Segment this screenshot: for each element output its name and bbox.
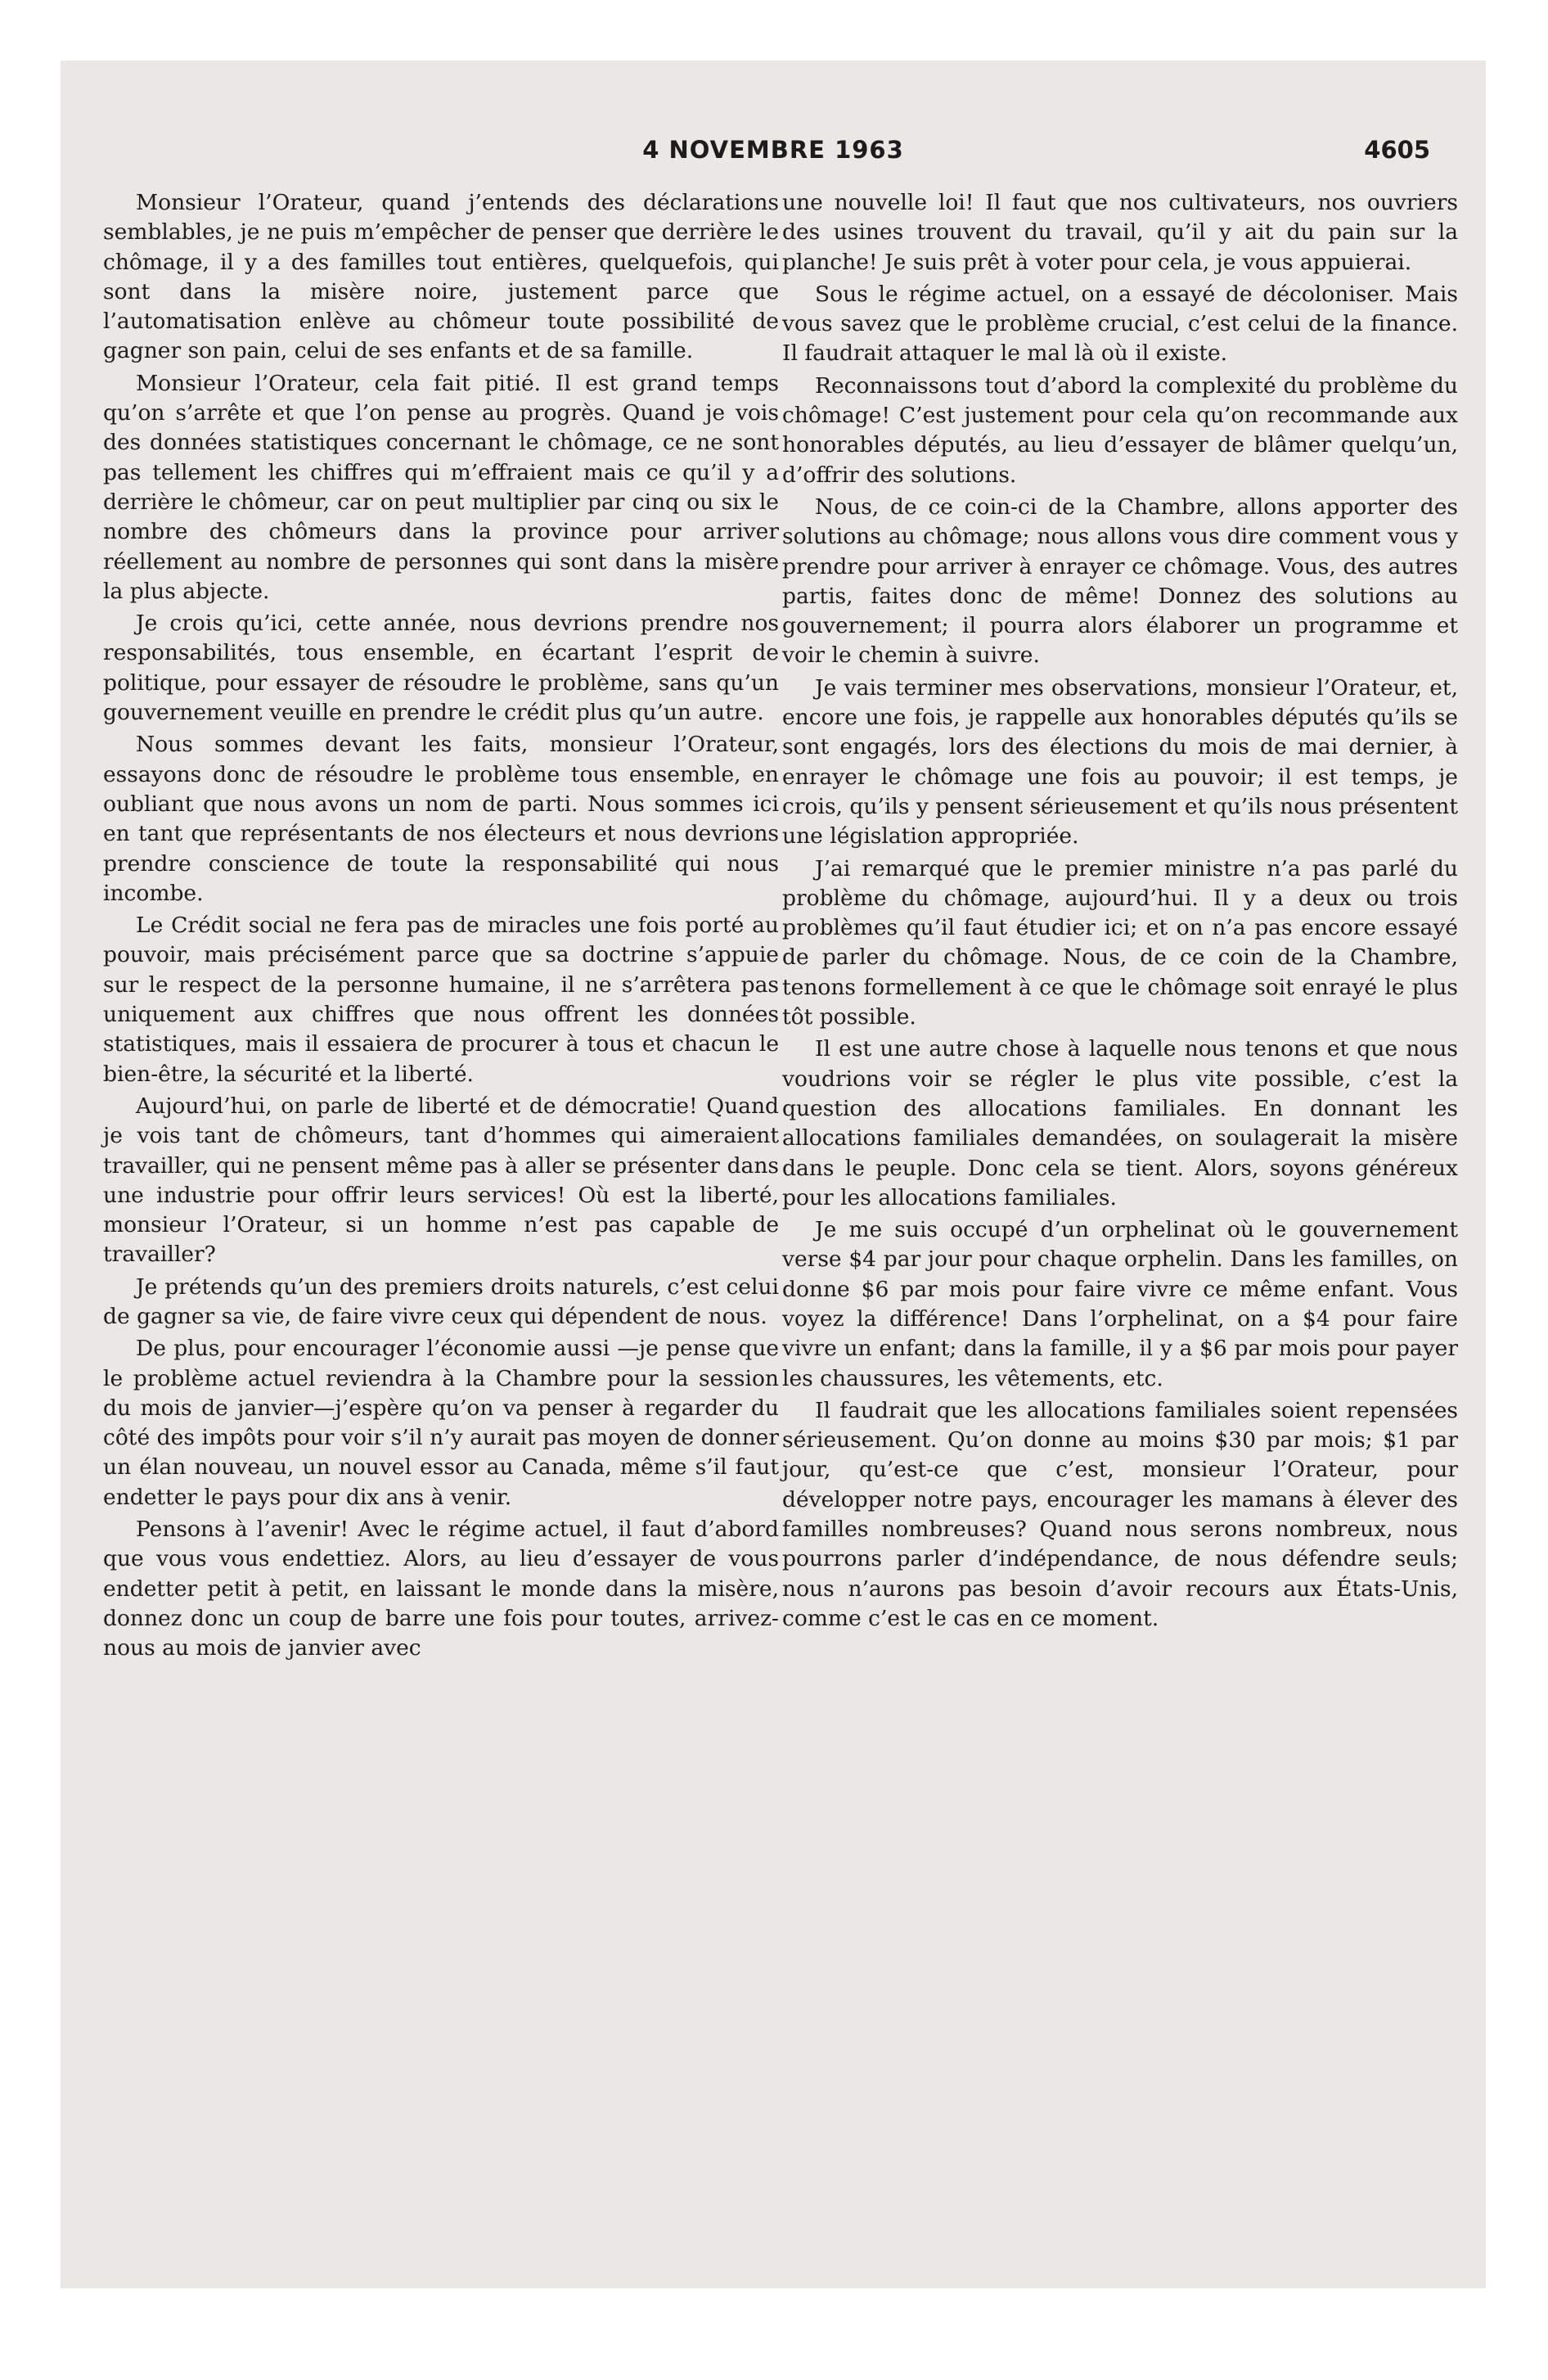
- paragraph: Monsieur l’Orateur, quand j’entends des déclarations semblables, je ne puis m’empêcher de penser que derrière le chômage, il y a des familles tout entières, quelquefois, qui sont dans la misère noire, justement parce que l’automatisation enlève au chômeur toute possibilité de gagner son pain, celui de ses enfants et de sa famille.: [103, 190, 779, 364]
- paragraph: Il est une autre chose à laquelle nous tenons et que nous voudrions voir se régler le plus vite possible, c’est la question des allocations familiales. En donnant les allocations familiales demandées, on soulagerait la misère dans le peuple. Donc cela se tient. Alors, soyons généreux pour les allocations familiales.: [782, 1036, 1458, 1210]
- right-column: [782, 188, 1458, 1636]
- paragraph: Je crois qu’ici, cette année, nous devrions prendre nos responsabilités, tous ensemble, en écartant l’esprit de politique, pour essayer de résoudre le problème, sans qu’un gouvernement veuille en prendre le crédit plus qu’un autre.: [103, 611, 779, 726]
- paragraph: Je prétends qu’un des premiers droits naturels, c’est celui de gagner sa vie, de faire vivre ceux qui dépendent de nous.: [103, 1273, 779, 1329]
- paragraph: Nous sommes devant les faits, monsieur l’Orateur, essayons donc de résoudre le problème tous ensemble, en oubliant que nous avons un nom de parti. Nous sommes ici en tant que représentants de nos électeurs et nous devrions prendre conscience de toute la responsabilité qui nous incombe.: [103, 732, 779, 906]
- page-number: 4605: [1364, 136, 1430, 164]
- paragraph: J’ai remarqué que le premier ministre n’a pas parlé du problème du chômage, aujourd’hui. Il y a deux ou trois problèmes qu’il faut étudier ici; et on n’a pas encore essayé de parler du chômage. Nous, de ce coin de la Chambre, tenons formellement à ce que le chômage soit enrayé le plus tôt possible.: [782, 855, 1458, 1030]
- left-column: [103, 188, 779, 1666]
- paragraph: Sous le régime actuel, on a essayé de décoloniser. Mais vous savez que le problème crucial, c’est celui de la finance. Il faudrait attaquer le mal là où il existe.: [782, 281, 1458, 367]
- paragraph: Pensons à l’avenir! Avec le régime actuel, il faut d’abord que vous vous endettiez. Alors, au lieu d’essayer de vous endetter petit à petit, en laissant le monde dans la misère, donnez donc un coup de barre une fois pour toutes, arrivez-nous au mois de janvier avec: [103, 1517, 779, 1661]
- paragraph: Nous, de ce coin-ci de la Chambre, allons apporter des solutions au chômage; nous allons vous dire comment vous y prendre pour arriver à enrayer ce chômage. Vous, des autres partis, faites donc de même! Donnez des solutions au gouvernement; il pourra alors élaborer un programme et voir le chemin à suivre.: [782, 494, 1458, 669]
- paragraph: Aujourd’hui, on parle de liberté et de démocratie! Quand je vois tant de chômeurs, tant d’hommes qui aimeraient travailler, qui ne pensent même pas à aller se présenter dans une industrie pour offrir leurs services! Où est la liberté, monsieur l’Orateur, si un homme n’est pas capable de travailler?: [103, 1093, 779, 1268]
- paragraph: Je vais terminer mes observations, monsieur l’Orateur, et, encore une fois, je rappelle aux honorables députés qu’ils se sont engagés, lors des élections du mois de mai dernier, à enrayer le chômage une fois au pouvoir; il est temps, je crois, qu’ils y pensent sérieusement et qu’ils nous présentent une législation appropriée.: [782, 674, 1458, 850]
- running-header: [61, 136, 1486, 172]
- paragraph: Monsieur l’Orateur, cela fait pitié. Il est grand temps qu’on s’arrête et que l’on pense au progrès. Quand je vois des données statistiques concernant le chômage, ce ne sont pas tellement les chiffres qui m’effraient mais ce qu’il y a derrière le chômeur, car on peut multiplier par cinq ou six le nombre des chômeurs dans la province pour arriver réellement au nombre de personnes qui sont dans la misère la plus abjecte.: [103, 370, 779, 604]
- paragraph: Il faudrait que les allocations familiales soient repensées sérieusement. Qu’on donne au moins $30 par mois; $1 par jour, qu’est-ce que c’est, monsieur l’Orateur, pour développer notre pays, encourager les mamans à élever des familles nombreuses? Quand nous serons nombreux, nous pourrons parler d’indépendance, de nous défendre seuls; nous n’aurons pas besoin d’avoir recours aux États-Unis, comme c’est le cas en ce moment.: [782, 1397, 1458, 1631]
- page-date: 4 NOVEMBRE 1963: [642, 136, 904, 164]
- paragraph: De plus, pour encourager l’économie aussi —je pense que le problème actuel reviendra à la Chambre pour la session du mois de janvier—j’espère qu’on va penser à regarder du côté des impôts pour voir s’il n’y aurait pas moyen de donner un élan nouveau, un nouvel essor au Canada, même s’il faut endetter le pays pour dix ans à venir.: [103, 1336, 779, 1510]
- paragraph: Je me suis occupé d’un orphelinat où le gouvernement verse $4 par jour pour chaque orphelin. Dans les familles, on donne $6 par mois pour faire vivre ce même enfant. Vous voyez la différence! Dans l’orphelinat, on a $4 pour faire vivre un enfant; dans la famille, il y a $6 par mois pour payer les chaussures, les vêtements, etc.: [782, 1217, 1458, 1391]
- paragraph: Le Crédit social ne fera pas de miracles une fois porté au pouvoir, mais précisément parce que sa doctrine s’appuie sur le respect de la personne humaine, il ne s’arrêtera pas uniquement aux chiffres que nous offrent les données statistiques, mais il essaiera de procurer à tous et chacun le bien-être, la sécurité et la liberté.: [103, 913, 779, 1087]
- paragraph: Reconnaissons tout d’abord la complexité du problème du chômage! C’est justement pour cela qu’on recommande aux honorables députés, au lieu d’essayer de blâmer quelqu’un, d’offrir des solutions.: [782, 372, 1458, 488]
- paragraph-continuation: une nouvelle loi! Il faut que nos cultivateurs, nos ouvriers des usines trouvent du travail, qu’il y ait du pain sur la planche! Je suis prêt à voter pour cela, je vous appuierai.: [782, 190, 1458, 275]
- scanned-page: [61, 61, 1486, 2288]
